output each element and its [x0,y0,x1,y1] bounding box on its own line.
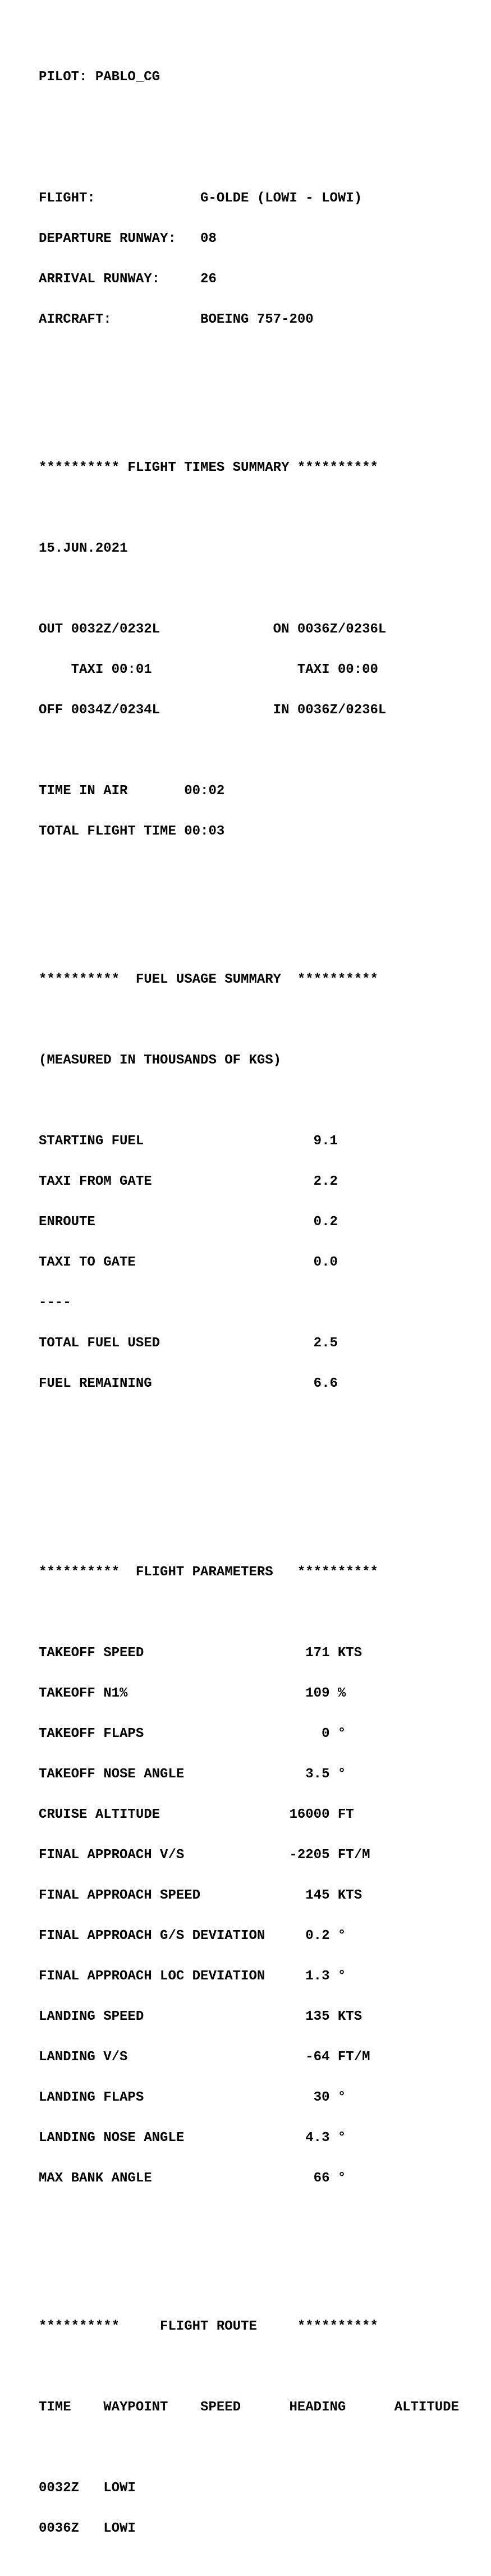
time-in-air-line: TIME IN AIR 00:02 [39,783,225,799]
cruise-altitude-line: CRUISE ALTITUDE 16000 FT [39,1807,354,1822]
blank-line [39,1094,459,1108]
landing-nose-angle-line: LANDING NOSE ANGLE 4.3 ° [39,2130,346,2146]
flight-route-title: ********** FLIGHT ROUTE ********** [39,2319,378,2334]
blank-line [39,2360,459,2374]
blank-line [39,1606,459,1620]
total-flight-time-line: TOTAL FLIGHT TIME 00:03 [39,824,225,839]
taxi-to-gate-fuel-line: TAXI TO GATE 0.0 [39,1255,338,1270]
final-approach-vs-line: FINAL APPROACH V/S -2205 FT/M [39,1848,370,1863]
blank-line [39,583,459,596]
route-table-header: TIME WAYPOINT SPEED HEADING ALTITUDE [39,2400,459,2415]
max-bank-angle-line: MAX BANK ANGLE 66 ° [39,2171,346,2186]
departure-runway-line: DEPARTURE RUNWAY: 08 [39,231,217,246]
fuel-usage-summary-title: ********** FUEL USAGE SUMMARY ********** [39,972,378,987]
landing-speed-line: LANDING SPEED 135 KTS [39,2009,362,2024]
blank-line [39,744,459,758]
route-row: 0032Z LOWI [39,2481,136,2496]
off-in-times-line: OFF 0034Z/0234L IN 0036Z/0236L [39,703,387,718]
takeoff-n1-line: TAKEOFF N1% 109 % [39,1686,346,1701]
blank-line [39,502,459,515]
blank-line [39,111,459,125]
flight-times-section [39,434,459,906]
flight-line: FLIGHT: G-OLDE (LOWI - LOWI) [39,191,362,206]
route-row: 0036Z LOWI [39,2521,136,2536]
blank-line [39,1014,459,1027]
blank-line [39,1418,459,1431]
flight-report [39,44,459,2576]
blank-line [39,2441,459,2455]
fuel-divider-line: ---- [39,1295,71,1310]
out-on-times-line: OUT 0032Z/0232L ON 0036Z/0236L [39,622,387,637]
fuel-units-note-line: (MEASURED IN THOUSANDS OF KGS) [39,1053,282,1068]
enroute-fuel-line: ENROUTE 0.2 [39,1214,338,1230]
pilot-line: PILOT: PABLO_CG [39,70,160,85]
blank-line [39,354,459,367]
blank-line [39,865,459,879]
fuel-usage-section [39,946,459,1498]
taxi-times-line: TAXI 00:01 TAXI 00:00 [39,662,378,677]
final-approach-loc-deviation-line: FINAL APPROACH LOC DEVIATION 1.3 ° [39,1969,346,1984]
starting-fuel-line: STARTING FUEL 9.1 [39,1134,338,1149]
takeoff-flaps-line: TAKEOFF FLAPS 0 ° [39,1726,346,1741]
flight-info-section [39,165,459,394]
total-fuel-used-line: TOTAL FUEL USED 2.5 [39,1336,338,1351]
flight-route-section [39,2293,459,2563]
taxi-from-gate-fuel-line: TAXI FROM GATE 2.2 [39,1174,338,1189]
aircraft-line: AIRCRAFT: BOEING 757-200 [39,312,314,327]
flight-date-line: 15.JUN.2021 [39,541,128,556]
flight-parameters-section [39,1539,459,2253]
final-approach-gs-deviation-line: FINAL APPROACH G/S DEVIATION 0.2 ° [39,1928,346,1944]
blank-line [39,2212,459,2226]
flight-parameters-title: ********** FLIGHT PARAMETERS ********** [39,1565,378,1580]
takeoff-nose-angle-line: TAKEOFF NOSE ANGLE 3.5 ° [39,1767,346,1782]
fuel-remaining-line: FUEL REMAINING 6.6 [39,1376,338,1391]
landing-vs-line: LANDING V/S -64 FT/M [39,2050,370,2065]
arrival-runway-line: ARRIVAL RUNWAY: 26 [39,272,217,287]
blank-line [39,1458,459,1472]
takeoff-speed-line: TAKEOFF SPEED 171 KTS [39,1645,362,1661]
flight-times-summary-title: ********** FLIGHT TIMES SUMMARY ********** [39,460,378,475]
final-approach-speed-line: FINAL APPROACH SPEED 145 KTS [39,1888,362,1903]
landing-flaps-line: LANDING FLAPS 30 ° [39,2090,346,2105]
